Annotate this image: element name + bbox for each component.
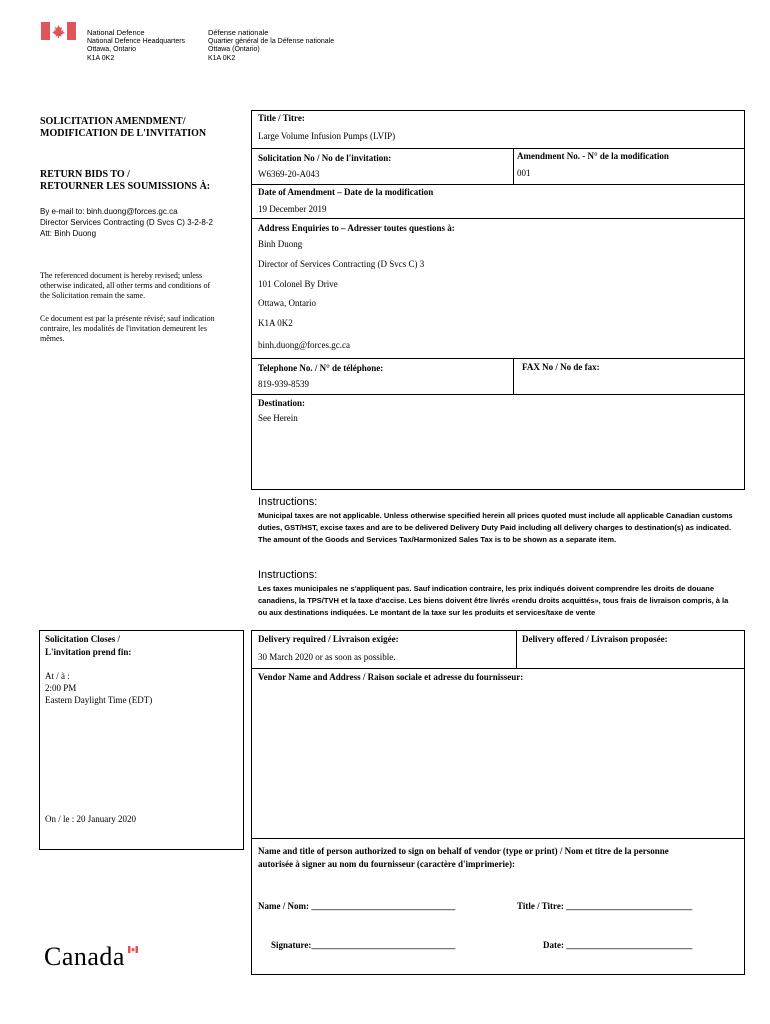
enquiries-department: Director of Services Contracting (D Svcs C) 3: [258, 259, 425, 269]
fax-label: FAX No / No de fax:: [522, 362, 600, 372]
telephone-value: 819-939-8539: [258, 379, 309, 389]
return-bids-title: [40, 169, 210, 193]
amendment-date-value: 19 December 2019: [258, 204, 327, 214]
return-attn: Att: Binh Duong: [40, 229, 97, 238]
enquiries-email: binh.duong@forces.gc.ca: [258, 340, 351, 350]
header-city-fr: Ottawa (Ontario): [208, 46, 260, 53]
instructions-en-body: Municipal taxes are not applicable. Unless otherwise specified herein all prices quoted must include all applicable Canadian customs duties, GST/HST, excise taxes and are to be delivered Delivery Duty Paid including all delivery charges to destination(s) as indicated. The amount of the Goods and Services Tax/Harmonized Sales Tax is to be shown as a separate item.: [258, 511, 733, 544]
title-value: Large Volume Infusion Pumps (LVIP): [258, 131, 396, 141]
closes-label-fr: L'invitation prend fin:: [45, 647, 132, 657]
return-email: By e-mail to: binh.duong@forces.gc.ca: [40, 207, 178, 216]
amendment-title-en: SOLICITATION AMENDMENT/: [40, 116, 186, 127]
divider: [251, 394, 745, 395]
enquiries-street: 101 Colonel By Drive: [258, 279, 338, 289]
delivery-required-value: 30 March 2020 or as soon as possible.: [258, 652, 396, 662]
revised-en-line: The referenced document is hereby revised; unless: [40, 271, 203, 280]
closes-date: On / le : 20 January 2020: [45, 814, 136, 824]
divider: [251, 184, 745, 185]
destination-value: See Herein: [258, 413, 298, 423]
destination-label: Destination:: [258, 398, 305, 408]
canada-flag-icon: [41, 22, 76, 40]
divider: [516, 630, 517, 668]
header-hq-en: National Defence Headquarters: [87, 37, 186, 45]
instructions-fr-body: Les taxes municipales ne s'appliquent pas. Sauf indication contraire, les prix indiqués doivent comprendre les droits de douane canadiens, la TPS/TVH et la taxe d'accise. Les biens doivent être livrés «rendu droits acquittés», tous frais de livraison compris, à la ou aux destinations indiquées. Le montant de la taxe sur les produits et services/taxe de vente: [258, 584, 729, 617]
return-bids-fr: RETOURNER LES SOUMISSIONS À:: [40, 181, 211, 192]
enquiries-city: Ottawa, Ontario: [258, 298, 316, 308]
enquiries-label: Address Enquiries to – Adresser toutes questions à:: [258, 223, 455, 233]
revised-en-line: the Solicitation remain the same.: [40, 291, 146, 300]
instructions-fr-heading: Instructions:: [258, 569, 318, 581]
revised-fr-line: contraire, les modalités de l'invitation demeurent les: [40, 324, 207, 333]
divider: [251, 218, 745, 219]
closes-timezone: Eastern Daylight Time (EDT): [45, 695, 153, 705]
name-field[interactable]: Name / Nom: ________________________________: [258, 901, 456, 911]
closes-at-label: At / à :: [45, 671, 70, 681]
amendment-title: [40, 116, 206, 140]
amendment-number-label: Amendment No. - N° de la modification: [517, 151, 669, 161]
solicitation-info-box: [251, 110, 745, 490]
canada-wordmark-text: Canada: [44, 942, 125, 971]
amendment-title-fr: MODIFICATION DE L'INVITATION: [40, 128, 207, 139]
date-field[interactable]: Date: ____________________________: [543, 940, 693, 950]
return-bids-en: RETURN BIDS TO /: [40, 169, 130, 180]
solicitation-number-label: Solicitation No / No de l'invitation:: [258, 153, 392, 163]
return-director: Director Services Contracting (D Svcs C) 3-2-8-2: [40, 218, 213, 227]
title-label: Title / Titre:: [258, 113, 305, 123]
revised-fr-line: Ce document est par la présente révisé; sauf indication: [40, 314, 215, 323]
header-dept-fr: Défense nationale: [208, 28, 269, 37]
revised-en-line: otherwise indicated, all other terms and conditions of: [40, 281, 211, 290]
revised-fr-line: mêmes.: [40, 334, 65, 343]
header-postal-fr: K1A 0K2: [208, 54, 236, 62]
amendment-date-label: Date of Amendment – Date de la modification: [258, 187, 434, 197]
closes-time: 2:00 PM: [45, 683, 77, 693]
divider: [513, 358, 514, 394]
header-city-en: Ottawa, Ontario: [87, 46, 137, 53]
divider: [513, 148, 514, 184]
title-field[interactable]: Title / Titre: ____________________________: [517, 901, 693, 911]
enquiries-postal: K1A 0K2: [258, 318, 293, 328]
telephone-label: Telephone No. / N° de téléphone:: [258, 363, 384, 373]
enquiries-name: Binh Duong: [258, 239, 303, 249]
divider: [251, 668, 745, 669]
delivery-offered-label: Delivery offered / Livraison proposée:: [522, 634, 668, 644]
header-hq-fr: Quartier général de la Défense nationale: [208, 37, 335, 45]
divider: [251, 358, 745, 359]
header-postal-en: K1A 0K2: [87, 54, 115, 62]
divider: [251, 148, 745, 149]
instructions-en-heading: Instructions:: [258, 496, 318, 508]
signature-field[interactable]: Signature:________________________________: [271, 940, 456, 950]
header-french: [208, 29, 334, 63]
solicitation-number-value: W6369-20-A043: [258, 169, 320, 179]
closes-label-en: Solicitation Closes /: [45, 634, 121, 644]
amendment-number-value: 001: [517, 168, 531, 178]
delivery-required-label: Delivery required / Livraison exigée:: [258, 634, 399, 644]
revised-notice-fr: [40, 314, 215, 344]
revised-notice-en: [40, 271, 210, 301]
divider: [251, 838, 745, 839]
authorized-person-label-1: Name and title of person authorized to sign on behalf of vendor (type or print) / Nom et titre de la personne: [258, 846, 669, 856]
canada-wordmark-logo: [44, 942, 125, 972]
return-address: [40, 206, 213, 239]
wordmark-flag-icon: [128, 946, 138, 953]
vendor-name-address-label: Vendor Name and Address / Raison sociale et adresse du fournisseur:: [258, 672, 524, 682]
authorized-person-label-2: autorisée à signer au nom du fournisseur (caractère d'imprimerie):: [258, 859, 515, 869]
header-dept-en: National Defence: [87, 28, 145, 37]
header-english: [87, 29, 185, 63]
